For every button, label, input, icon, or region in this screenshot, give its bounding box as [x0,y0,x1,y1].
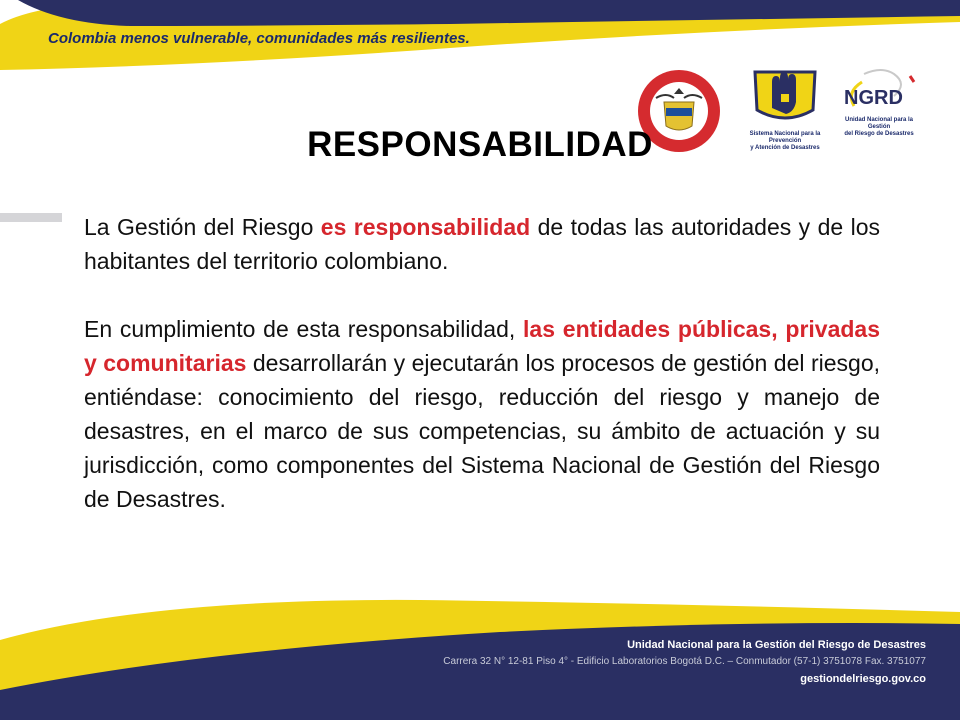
footer-website-link[interactable]: gestiondelriesgo.gov.co [800,673,926,685]
footer-address: Carrera 32 N° 12-81 Piso 4° - Edificio Laboratorios Bogotá D.C. – Conmutador (57-1) 3751078 Fax. 3751077 [443,656,926,667]
paragraph-2-text-a: En cumplimiento de esta responsabilidad, [84,316,524,342]
ngrd-wordmark: NGRD [844,87,903,109]
paragraph-1-highlight: es responsabilidad [320,214,531,240]
paragraph-2-text-b: desarrollarán y ejecutarán los procesos de gestión del riesgo, entiéndase: conocimiento del riesgo, reducción del riesgo y manejo de desastres, en el marco de sus competencias, su ámbito de actuación y su jurisdicción, como componentes del Sistema Nacional de Gestión del Riesgo de Desastres. [84,350,880,512]
snpad-caption-line-1: Sistema Nacional para la Prevención [749,131,821,144]
paragraph-1 [84,210,880,278]
slide-title: RESPONSABILIDAD [307,125,653,164]
footer-title: Unidad Nacional para la Gestión del Riesgo de Desastres [627,639,926,651]
snpad-caption-line-2: y Atención de Desastres [750,145,820,151]
paragraph-2-highlight: las entidades públicas, privadas y comunitarias [84,316,880,376]
header-slogan: Colombia menos vulnerable, comunidades más resilientes. [48,30,470,47]
left-gray-accent [0,213,62,222]
paragraph-2 [84,312,880,516]
paragraph-1-text-a: La Gestión del Riesgo [84,214,321,240]
ngrd-caption-line-1: Unidad Nacional para la Gestión [844,117,914,130]
paragraph-1-text-b: de todas las autoridades y de los habitantes del territorio colombiano. [84,214,880,274]
ngrd-caption-line-2: del Riesgo de Desastres [844,131,914,137]
